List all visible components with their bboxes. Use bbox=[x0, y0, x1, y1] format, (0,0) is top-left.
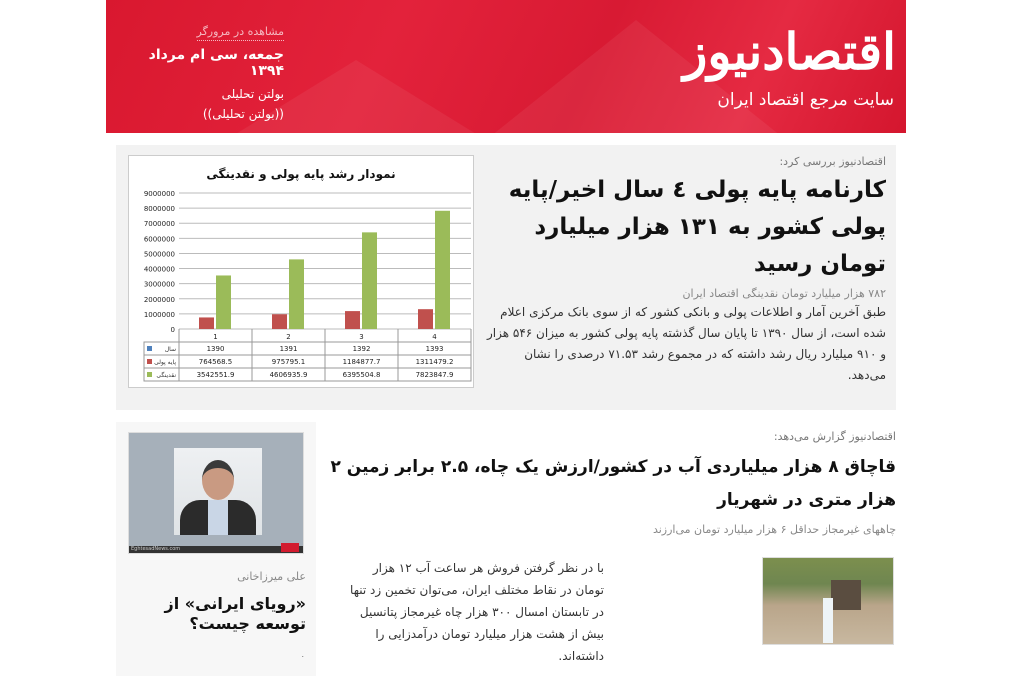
bar-liquidity bbox=[435, 211, 450, 329]
article-1 bbox=[486, 155, 886, 386]
issue-date: جمعه، سی ام مرداد ۱۳۹۴ bbox=[148, 47, 284, 79]
growth-chart-image[interactable] bbox=[128, 155, 474, 388]
legend-label: نقدینگی bbox=[156, 372, 176, 379]
newsletter bbox=[106, 0, 906, 676]
header-banner bbox=[106, 0, 906, 133]
article-title-link[interactable]: کارنامه پایه پولی ٤ سال اخیر/پایه پولی کشور به ۱۳۱ هزار میلیارد تومان رسید bbox=[508, 177, 886, 277]
view-in-browser-link[interactable]: مشاهده در مرورگر bbox=[197, 25, 285, 41]
opinion-title-link[interactable]: «رویای ایرانی» از توسعه چیست؟ bbox=[164, 594, 306, 633]
table-cell: 1392 bbox=[352, 345, 371, 353]
photo-caption: EghtesadNews.com bbox=[129, 546, 303, 553]
table-cell: 975795.1 bbox=[271, 358, 306, 366]
dot: . bbox=[301, 650, 304, 659]
article-kicker: اقتصادنیوز بررسی کرد: bbox=[779, 155, 886, 168]
table-cell: 4606935.9 bbox=[269, 371, 308, 379]
table-cell: 1311479.2 bbox=[415, 358, 454, 366]
y-tick-label: 4000000 bbox=[143, 265, 175, 274]
bar-monetary-base bbox=[345, 311, 360, 329]
author-photo[interactable] bbox=[128, 432, 304, 554]
bar-monetary-base bbox=[418, 309, 433, 329]
x-tick-label: 3 bbox=[359, 333, 364, 341]
y-tick-label: 0 bbox=[170, 326, 175, 334]
table-cell: 6395504.8 bbox=[342, 371, 381, 379]
opinion-sidebar bbox=[116, 422, 316, 676]
featured-article bbox=[116, 145, 896, 410]
bar-monetary-base bbox=[272, 314, 287, 329]
article-title-link[interactable]: قاچاق ۸ هزار میلیاردی آب در کشور/ارزش یک چاه، ۲.۵ برابر زمین ۲ هزار متری در شهریار bbox=[330, 457, 896, 510]
article-body: طبق آخرین آمار و اطلاعات پولی و بانکی کشور که از سوی بانک مرکزی اعلام شده است، از سال ۱۳۹۰ تا پایان سال گذشته پایه پولی کشور به میزان ۵۴۶ هزار و ۹۱۰ میلیارد ریال رشد داشته که در مجموع رشد ۷۱.۵۳ درصدی را نشان می‌دهد. bbox=[486, 305, 886, 382]
legend-label: سال bbox=[164, 346, 176, 353]
legend-swatch bbox=[147, 346, 152, 351]
table-cell: 1393 bbox=[425, 345, 444, 353]
bulletin-label-2: ((بولتن تحلیلی)) bbox=[202, 107, 284, 121]
article-kicker: اقتصادنیوز گزارش می‌دهد: bbox=[773, 430, 896, 443]
growth-chart bbox=[129, 156, 473, 387]
table-cell: 1184877.7 bbox=[342, 358, 381, 366]
logo-badge-icon bbox=[281, 543, 299, 552]
site-logo[interactable]: اقتصادنیوز bbox=[683, 22, 896, 81]
y-tick-label: 2000000 bbox=[143, 295, 175, 304]
y-tick-label: 8000000 bbox=[143, 205, 175, 214]
article-body: با در نظر گرفتن فروش هر ساعت آب ۱۲ هزار تومان در نقاط مختلف ایران، می‌توان تخمین زد تنها در تابستان امسال ۳۰۰ هزار چاه غیرمجاز پتانسیل بیش از هشت هزار میلیارد تومان درآمدزایی را داشته‌اند. bbox=[350, 561, 604, 663]
bulletin-label: بولتن تحلیلی bbox=[221, 87, 284, 101]
y-tick-label: 5000000 bbox=[143, 250, 175, 259]
y-tick-label: 3000000 bbox=[143, 280, 175, 289]
table-cell: 764568.5 bbox=[198, 358, 233, 366]
y-tick-label: 9000000 bbox=[143, 190, 175, 198]
table-cell: 3542551.9 bbox=[196, 371, 235, 379]
y-tick-label: 6000000 bbox=[143, 235, 175, 244]
x-tick-label: 4 bbox=[432, 333, 437, 341]
author-portrait bbox=[174, 448, 262, 535]
header-info bbox=[124, 20, 284, 121]
legend-label: پایه پولی bbox=[154, 359, 176, 366]
bar-liquidity bbox=[362, 232, 377, 329]
y-tick-label: 1000000 bbox=[143, 310, 175, 319]
legend-swatch bbox=[147, 359, 152, 364]
x-tick-label: 1 bbox=[213, 333, 218, 341]
table-cell: 1390 bbox=[206, 345, 225, 353]
chart-title: نمودار رشد پایه پولی و نقدینگی bbox=[206, 167, 396, 181]
author-name: علی میرزاخانی bbox=[237, 570, 306, 583]
article-2 bbox=[326, 430, 896, 536]
water-well-image[interactable] bbox=[762, 557, 894, 645]
site-tagline: سایت مرجع اقتصاد ایران bbox=[717, 90, 894, 110]
x-tick-label: 2 bbox=[286, 333, 291, 341]
legend-swatch bbox=[147, 372, 152, 377]
bar-monetary-base bbox=[199, 317, 214, 329]
table-cell: 1391 bbox=[279, 345, 298, 353]
table-cell: 7823847.9 bbox=[415, 371, 454, 379]
article-subtitle: ۷۸۲ هزار میلیارد تومان نقدینگی اقتصاد ایران bbox=[682, 287, 886, 300]
article-subtitle: چاههای غیرمجاز حداقل ۶ هزار میلیارد تومان می‌ارزند bbox=[652, 523, 896, 536]
bar-liquidity bbox=[216, 275, 231, 329]
y-tick-label: 7000000 bbox=[143, 220, 175, 229]
bar-liquidity bbox=[289, 259, 304, 329]
